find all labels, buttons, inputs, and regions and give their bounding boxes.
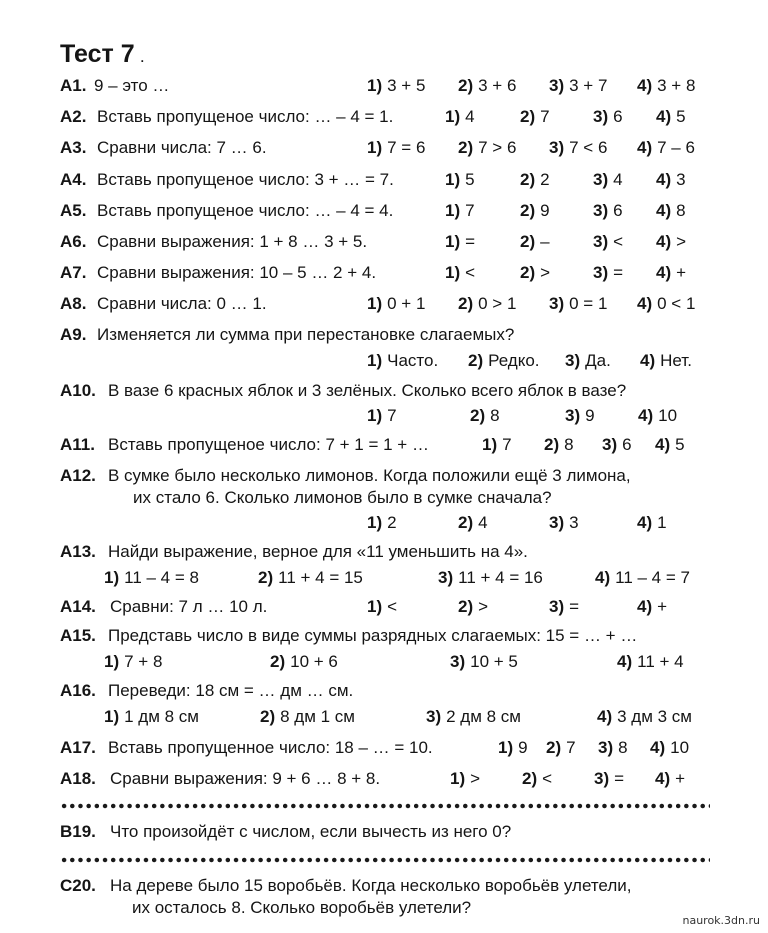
answer-option: 1) 3 + 5 xyxy=(367,76,426,95)
answer-option: 1) 7 + 8 xyxy=(104,652,163,671)
answer-option: 3) 0 = 1 xyxy=(549,294,608,313)
question-row xyxy=(0,593,768,621)
question-text: На дереве было 15 воробьёв. Когда несколько воробьёв улетели, xyxy=(110,876,632,895)
question-number: А9. xyxy=(60,325,87,344)
question-row xyxy=(0,103,768,131)
question-text: Сравни: 7 л … 10 л. xyxy=(110,597,268,616)
answer-option: 3) 8 xyxy=(598,738,628,757)
question-row xyxy=(0,402,768,430)
question-number: С20. xyxy=(60,876,96,895)
question-row xyxy=(0,290,768,318)
question-row xyxy=(0,648,768,676)
question-text: Изменяется ли сумма при перестановке слагаемых? xyxy=(97,325,515,344)
answer-option: 2) 8 xyxy=(544,435,574,454)
question-text: Найди выражение, верное для «11 уменьшить на 4». xyxy=(108,542,528,561)
question-text: Сравни выражения: 1 + 8 … 3 + 5. xyxy=(97,232,368,251)
answer-option: 4) 11 – 4 = 7 xyxy=(595,568,690,587)
answer-option: 1) 0 + 1 xyxy=(367,294,426,313)
question-row xyxy=(0,72,768,100)
question-text: Сравни выражения: 9 + 6 … 8 + 8. xyxy=(110,769,381,788)
question-text: Переведи: 18 см = … дм … см. xyxy=(108,681,354,700)
answer-option: 4) 5 xyxy=(655,435,685,454)
question-number: А14. xyxy=(60,597,96,616)
answer-option: 4) + xyxy=(655,769,686,788)
question-number: А10. xyxy=(60,381,96,400)
question-number: В19. xyxy=(60,822,96,841)
answer-option: 4) 0 < 1 xyxy=(637,294,696,313)
question-text: В сумке было несколько лимонов. Когда положили ещё 3 лимона, xyxy=(108,466,631,485)
answer-option: 3) 9 xyxy=(565,406,595,425)
question-number: А8. xyxy=(60,294,87,313)
answer-option: 3) = xyxy=(593,263,624,282)
question-number: А13. xyxy=(60,542,96,561)
answer-option: 1) 1 дм 8 см xyxy=(104,707,199,726)
answer-option: 1) 2 xyxy=(367,513,397,532)
question-number: А15. xyxy=(60,626,96,645)
answer-option: 4) 3 дм 3 см xyxy=(597,707,692,726)
answer-option: 1) 7 xyxy=(367,406,397,425)
answer-option: 3) 6 xyxy=(602,435,632,454)
question-row xyxy=(0,197,768,225)
question-text: их осталось 8. Сколько воробьёв улетели? xyxy=(132,898,472,917)
question-row xyxy=(0,228,768,256)
answer-option: 3) 3 + 7 xyxy=(549,76,608,95)
question-row xyxy=(0,377,768,405)
answer-option: 3) 7 < 6 xyxy=(549,138,608,157)
question-row xyxy=(0,564,768,592)
answer-option: 4) + xyxy=(637,597,668,616)
answer-option: 2) 11 + 4 = 15 xyxy=(258,568,363,587)
question-row xyxy=(0,134,768,162)
question-row xyxy=(0,818,768,846)
question-number: А17. xyxy=(60,738,96,757)
question-number: А11. xyxy=(60,435,95,454)
answer-option: 1) Часто. xyxy=(367,351,439,370)
answer-option: 1) = xyxy=(445,232,476,251)
question-number: А18. xyxy=(60,769,96,788)
answer-option: 1) < xyxy=(367,597,398,616)
title-text: Тест 7 xyxy=(60,40,135,68)
answer-option: 4) 3 + 8 xyxy=(637,76,696,95)
answer-option: 2) 9 xyxy=(520,201,550,220)
question-text: 9 – это … xyxy=(94,76,170,95)
question-number: А6. xyxy=(60,232,87,251)
question-text: Сравни числа: 7 … 6. xyxy=(97,138,267,157)
question-number: А16. xyxy=(60,681,96,700)
answer-option: 4) 10 xyxy=(638,406,678,425)
answer-option: 1) 7 = 6 xyxy=(367,138,426,157)
question-row xyxy=(0,538,768,566)
answer-option: 3) = xyxy=(549,597,580,616)
question-number: А12. xyxy=(60,466,96,485)
question-row xyxy=(0,703,768,731)
question-text: Вставь пропущеное число: 3 + … = 7. xyxy=(97,170,394,189)
answer-option: 4) 7 – 6 xyxy=(637,138,695,157)
question-text: Представь число в виде суммы разрядных слагаемых: 15 = … + … xyxy=(108,626,638,645)
answer-option: 3) 6 xyxy=(593,201,623,220)
answer-option: 3) Да. xyxy=(565,351,611,370)
question-text: Что произойдёт с числом, если вычесть из него 0? xyxy=(110,822,512,841)
answer-option: 2) 7 xyxy=(546,738,576,757)
question-number: А7. xyxy=(60,263,87,282)
answer-option: 1) > xyxy=(450,769,481,788)
answer-option: 4) 11 + 4 xyxy=(617,652,684,671)
answer-option: 2) 0 > 1 xyxy=(458,294,517,313)
answer-option: 2) < xyxy=(522,769,553,788)
answer-option: 2) – xyxy=(520,232,550,251)
question-row xyxy=(0,765,768,793)
question-row xyxy=(0,347,768,375)
answer-option: 2) 2 xyxy=(520,170,550,189)
answer-option: 4) 10 xyxy=(650,738,690,757)
answer-option: 2) 8 дм 1 см xyxy=(260,707,355,726)
question-text: Сравни выражения: 10 – 5 … 2 + 4. xyxy=(97,263,377,282)
answer-option: 4) > xyxy=(656,232,687,251)
answer-option: 4) 1 xyxy=(637,513,667,532)
answer-option: 1) 5 xyxy=(445,170,475,189)
answer-option: 2) 7 xyxy=(520,107,550,126)
answer-option: 2) 4 xyxy=(458,513,488,532)
question-row xyxy=(0,431,768,459)
answer-option: 4) 3 xyxy=(656,170,686,189)
question-row xyxy=(0,259,768,287)
question-number: А5. xyxy=(60,201,87,220)
answer-option: 1) 7 xyxy=(445,201,475,220)
answer-option: 3) 3 xyxy=(549,513,579,532)
question-text: Вставь пропущеное число: 7 + 1 = 1 + … xyxy=(108,435,429,454)
question-number: А3. xyxy=(60,138,87,157)
question-text: В вазе 6 красных яблок и 3 зелёных. Сколько всего яблок в вазе? xyxy=(108,381,627,400)
question-row xyxy=(0,509,768,537)
answer-option: 4) + xyxy=(656,263,687,282)
question-number: А2. xyxy=(60,107,87,126)
answer-option: 3) < xyxy=(593,232,624,251)
answer-option: 4) 8 xyxy=(656,201,686,220)
answer-option: 1) 7 xyxy=(482,435,512,454)
question-text: Вставь пропущенное число: 18 – … = 10. xyxy=(108,738,433,757)
question-text: Вставь пропущеное число: … – 4 = 1. xyxy=(97,107,394,126)
answer-option: 3) 4 xyxy=(593,170,623,189)
watermark: naurok.3dn.ru xyxy=(682,914,760,927)
answer-option: 2) 7 > 6 xyxy=(458,138,517,157)
answer-option: 3) 11 + 4 = 16 xyxy=(438,568,543,587)
answer-option: 3) 10 + 5 xyxy=(450,652,518,671)
answer-option: 1) 11 – 4 = 8 xyxy=(104,568,199,587)
question-text: Вставь пропущеное число: … – 4 = 4. xyxy=(97,201,394,220)
answer-option: 3) = xyxy=(594,769,625,788)
answer-option: 1) 9 xyxy=(498,738,528,757)
answer-option: 1) 4 xyxy=(445,107,475,126)
question-row xyxy=(0,321,768,349)
question-number: А4. xyxy=(60,170,87,189)
answer-option: 3) 2 дм 8 см xyxy=(426,707,521,726)
answer-option: 2) > xyxy=(458,597,489,616)
answer-option: 4) Нет. xyxy=(640,351,692,370)
question-row xyxy=(0,484,768,512)
question-row xyxy=(0,734,768,762)
question-row xyxy=(0,166,768,194)
question-text: Сравни числа: 0 … 1. xyxy=(97,294,267,313)
answer-option: 4) 5 xyxy=(656,107,686,126)
answer-option: 1) < xyxy=(445,263,476,282)
page-title: Тест 7 . xyxy=(60,40,144,68)
dotted-separator xyxy=(60,856,710,864)
answer-option: 3) 6 xyxy=(593,107,623,126)
question-row xyxy=(0,894,768,922)
question-row xyxy=(0,622,768,650)
dotted-separator xyxy=(60,802,710,810)
answer-option: 2) 3 + 6 xyxy=(458,76,517,95)
question-row xyxy=(0,677,768,705)
answer-option: 2) > xyxy=(520,263,551,282)
answer-option: 2) 10 + 6 xyxy=(270,652,338,671)
answer-option: 2) 8 xyxy=(470,406,500,425)
answer-option: 2) Редко. xyxy=(468,351,540,370)
question-text: их стало 6. Сколько лимонов было в сумке сначала? xyxy=(133,488,552,507)
question-number: А1. xyxy=(60,76,87,95)
